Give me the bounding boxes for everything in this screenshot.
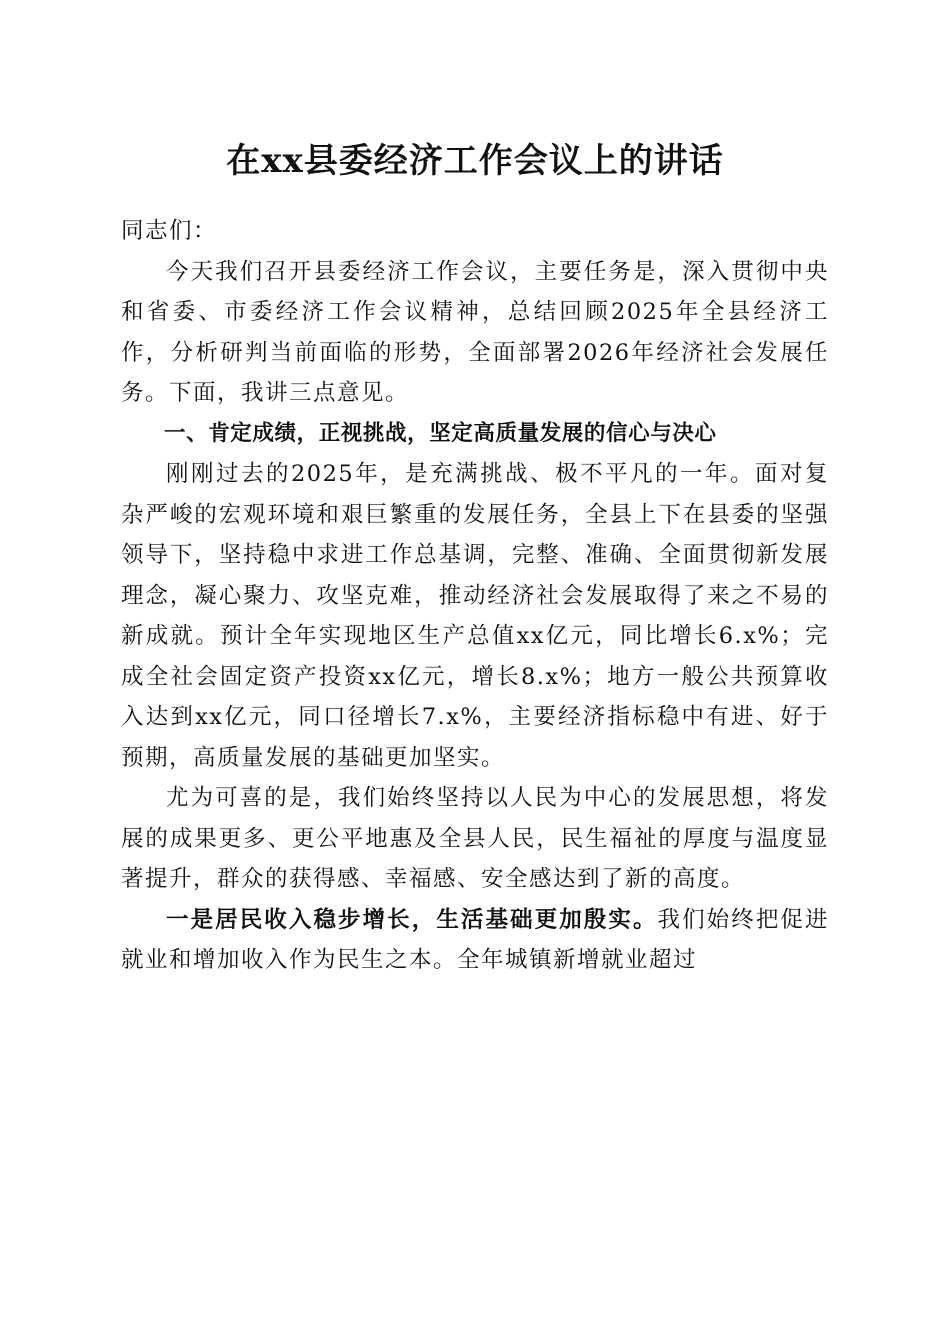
salutation: 同志们： (121, 218, 218, 244)
document-title: 在xx县委经济工作会议上的讲话 (226, 141, 724, 181)
intro-paragraph: 今天我们召开县委经济工作会议，主要任务是，深入贯彻中央和省委、市委经济工作会议精神，总结回顾2025年全县经济工作，分析研判当前面临的形势，全面部署2026年经济社会发展任务。下面，我讲三点意见。 (121, 258, 829, 406)
section-heading-1: 一、肯定成绩，正视挑战，坚定高质量发展的信心与决心 (164, 420, 717, 446)
paragraph-lead-sentence: 一是居民收入稳步增长，生活基础更加殷实。 (166, 906, 658, 933)
paragraph-income-text: 我们始终把促进就业和增加收入作为民生之本。全年城镇新增就业超过 (121, 906, 829, 973)
paragraph-achievements: 刚刚过去的2025年，是充满挑战、极不平凡的一年。面对复杂严峻的宏观环境和艰巨繁重的发展任务，全县上下在县委的坚强领导下，坚持稳中求进工作总基调，完整、准确、全面贯彻新发展理念，凝心聚力、攻坚克难，推动经济社会发展取得了来之不易的新成就。预计全年实现地区生产总值xx亿元，同比增长6.x%；完成全社会固定资产投资xx亿元，增长8.x%；地方一般公共预算收入达到xx亿元，同口径增长7.x%，主要经济指标稳中有进、好于预期，高质量发展的基础更加坚实。 (121, 461, 829, 771)
document-body (121, 211, 829, 981)
paragraph-income (121, 900, 829, 981)
paragraph-livelihood: 尤为可喜的是，我们始终坚持以人民为中心的发展思想，将发展的成果更多、更公平地惠及全县人民，民生福祉的厚度与温度显著提升，群众的获得感、幸福感、安全感达到了新的高度。 (121, 785, 829, 892)
